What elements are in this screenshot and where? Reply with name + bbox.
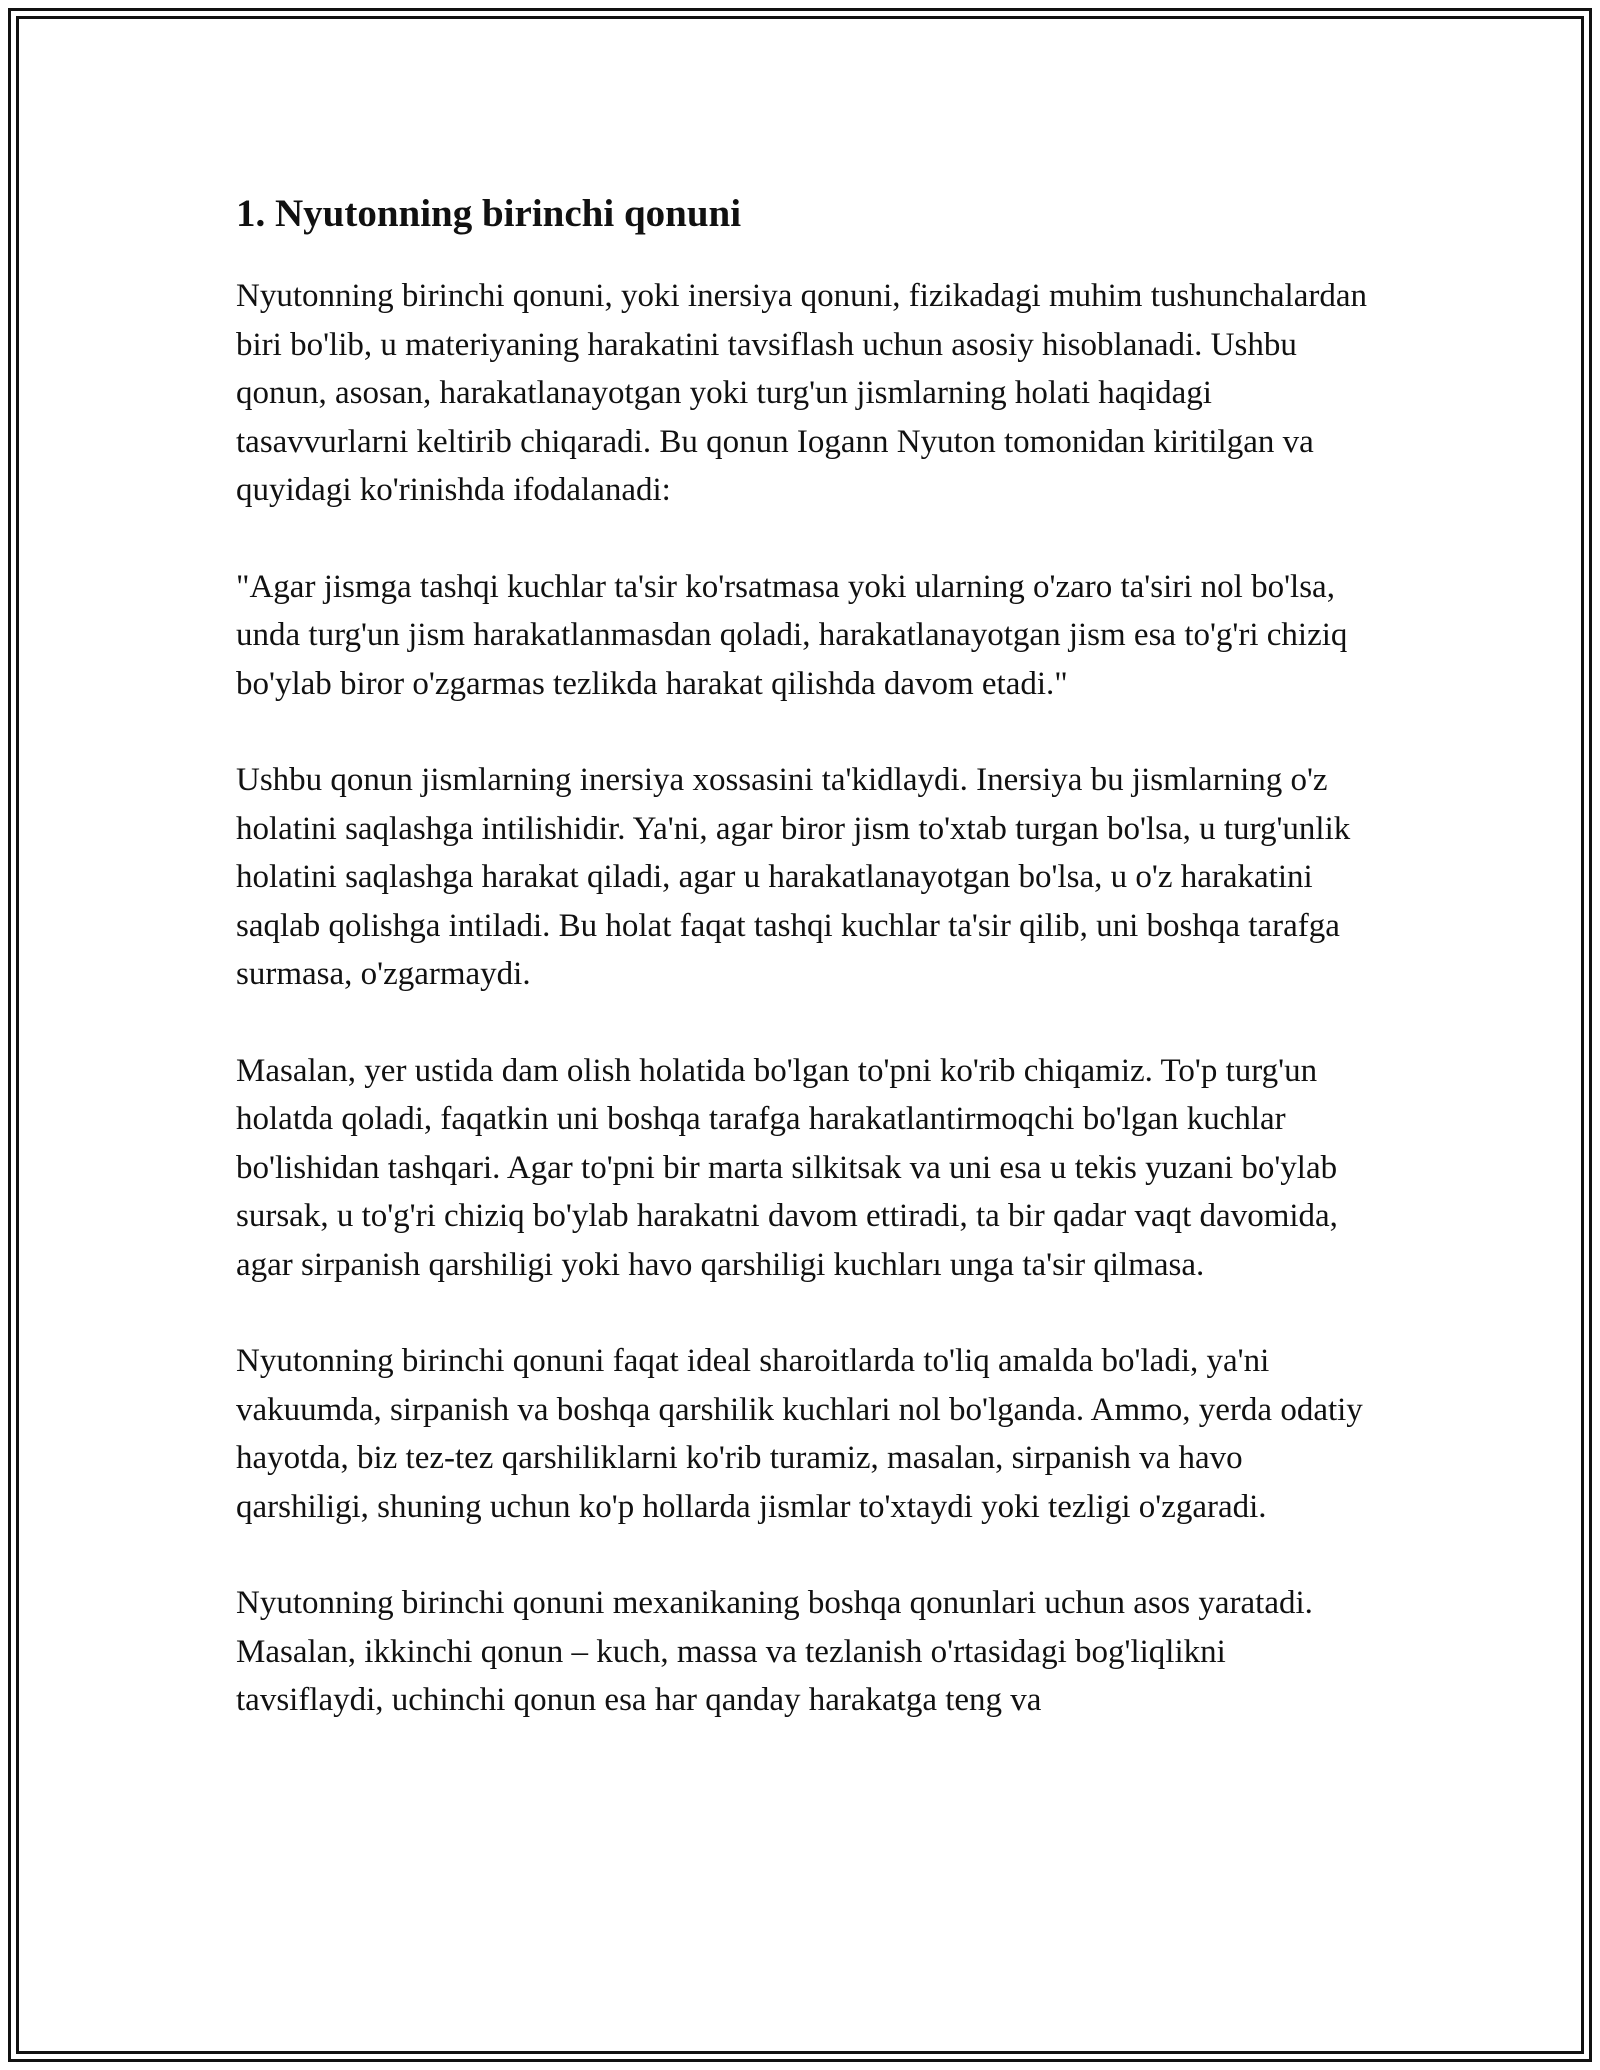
section-heading: 1. Nyutonning birinchi qonuni: [236, 192, 742, 235]
paragraph-quote: "Agar jismga tashqi kuchlar ta'sir ko'rsatmasa yoki ularning o'zaro ta'siri nol bo'lsa, unda turg'un jism harakatlanmasdan qoladi, harakatlanayotgan jism esa to'g'ri chiziq bo'ylab biror o'zgarmas tezlikda harakat qilishda davom etadi.": [236, 568, 1348, 702]
paragraph-ideal-conditions: Nyutonning birinchi qonuni faqat ideal sharoitlarda to'liq amalda bo'ladi, ya'ni vakuumda, sirpanish va boshqa qarshilik kuchlari nol bo'lganda. Ammo, yerda odatiy hayotda, biz tez-tez qarshiliklarni ko'rib turamiz, masalan, sirpanish va havo qarshiligi, shuning uchun ko'p hollarda jismlar to'xtaydi yoki tezligi o'zgaradi.: [236, 1343, 1363, 1525]
paragraph-example: Masalan, yer ustida dam olish holatida bo'lgan to'pni ko'rib chiqamiz. To'p turg'un holatda qoladi, faqatkin uni boshqa tarafga harakatlantirmoqchi bo'lgan kuchlar bo'lishidan tashqari. Agar to'pni bir marta silkitsak va uni esa u tekis yuzani bo'ylab sursak, u to'g'ri chiziq bo'ylab harakatni davom ettiradi, ta bir qadar vaqt davomida, agar sirpanish qarshiligi yoki havo qarshiligi kuchları unga ta'sir qilmasa.: [236, 1052, 1338, 1283]
document-body: [236, 186, 1376, 1773]
paragraph-intro: Nyutonning birinchi qonuni, yoki inersiya qonuni, fizikadagi muhim tushunchalardan biri bo'lib, u materiyaning harakatini tavsiflash uchun asosiy hisoblanadi. Ushbu qonun, asosan, harakatlanayotgan yoki turg'un jismlarning holati haqidagi tasavvurlarni keltirib chiqaradi. Bu qonun Iogann Nyuton tomonidan kiritilgan va quyidagi ko'rinishda ifodalanadi:: [236, 278, 1367, 508]
paragraph-foundation: Nyutonning birinchi qonuni mexanikaning boshqa qonunlari uchun asos yaratadi. Masalan, ikkinchi qonun – kuch, massa va tezlanish o'rtasidagi bog'liqlikni tavsiflaydi, uchinchi qonun esa har qanday harakatga teng va: [236, 1585, 1313, 1718]
paragraph-inertia: Ushbu qonun jismlarning inersiya xossasini ta'kidlaydi. Inersiya bu jismlarning o'z holatini saqlashga intilishidir. Ya'ni, agar biror jism to'xtab turgan bo'lsa, u turg'unlik holatini saqlashga harakat qiladi, agar u harakatlanayotgan bo'lsa, u o'z harakatini saqlab qolishga intiladi. Bu holat faqat tashqi kuchlar ta'sir qilib, uni boshqa tarafga surmasa, o'zgarmaydi.: [236, 762, 1351, 992]
